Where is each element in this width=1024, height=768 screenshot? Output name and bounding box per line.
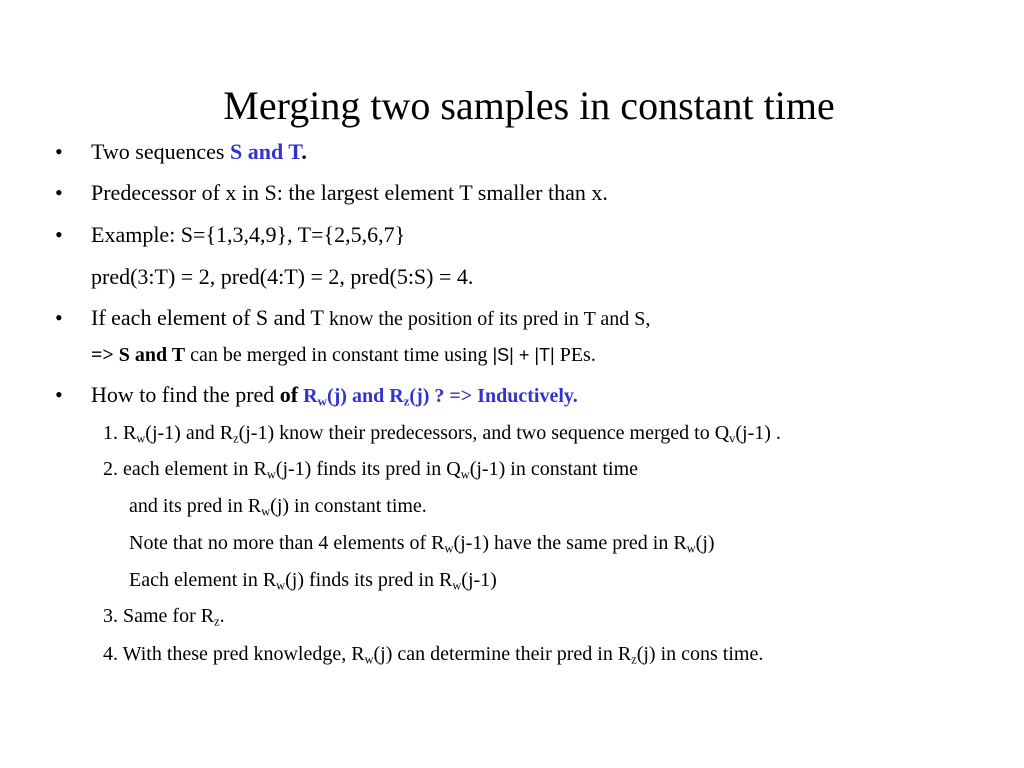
bullet-5: How to find the pred of $R_w(j)$ and $R_z(j)$ ? => Inductively.	[91, 382, 578, 409]
bullet-4-continuation: => S and T can be merged in constant time using |S| + |T| PEs.	[91, 344, 596, 366]
step-2-line-4: Each element in $R_w(j)$ finds its pred in $R_w(j-1)$	[129, 569, 497, 593]
slide-title: Merging two samples in constant time	[223, 83, 835, 128]
inductive-question: $R_w(j)$ and $R_z(j)$ ? => Inductively.	[298, 385, 578, 409]
bullet-3: Example: S={1,3,4,9}, T={2,5,6,7}	[91, 222, 406, 247]
bullet-2: Predecessor of x in S: the largest element T smaller than x.	[91, 180, 608, 205]
step-3: 3. Same for $R_z$.	[103, 605, 225, 629]
size-expression: |S| + |T|	[492, 345, 555, 365]
step-2: 2. each element in $R_w(j-1)$ finds its pred in $Q_w(j-1)$ in constant time	[103, 458, 639, 482]
step-2-line-2: and its pred in $R_w(j)$ in constant time.	[129, 495, 427, 519]
step-2-line-3: Note that no more than 4 elements of $R_w(j-1)$ have the same pred in $R_w(j)$	[129, 532, 715, 556]
bullet-3-continuation: pred(3:T) = 2, pred(4:T) = 2, pred(5:S) = 4.	[91, 264, 474, 289]
bullet-marker: •	[55, 139, 63, 164]
bullet-marker: •	[55, 382, 63, 407]
bullet-marker: •	[55, 305, 63, 330]
step-4: 4. With these pred knowledge, $R_w(j)$ can determine their pred in $R_z(j)$ in cons time.	[103, 643, 764, 667]
bullet-marker: •	[55, 222, 63, 247]
bullet-marker: •	[55, 180, 63, 205]
bullet-4: If each element of S and T know the position of its pred in T and S,	[91, 305, 651, 330]
highlight-s-and-t: S and T	[229, 139, 302, 164]
step-1: 1. $R_w(j-1)$ and $R_z(j-1)$ know their predecessors, and two sequence merged to $Q_v(j-1)$ .	[103, 422, 781, 446]
bullet-1: Two sequences S and T.	[91, 139, 307, 164]
